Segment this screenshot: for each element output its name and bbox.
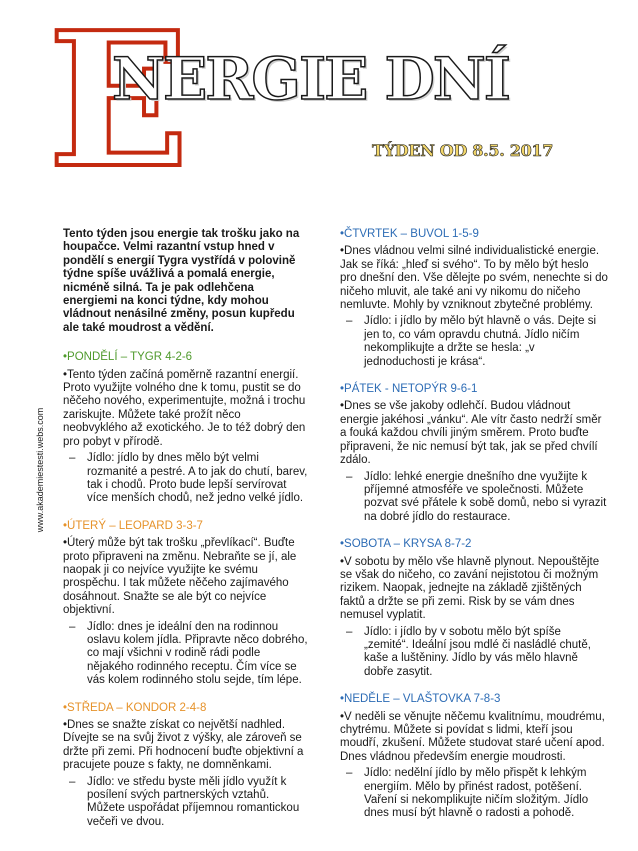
day-text: •V sobotu by mělo vše hlavně plynout. Nepouštějte se však do ničeho, co zavání nejistotou či možným rizikem. Naopak, jednejte na základě zjištěných faktů a držte se při zemi. Risk by se vám dnes nemusel vyplatit. — [340, 555, 600, 622]
day-section-thursday — [340, 228, 608, 369]
day-text: •V neděli se věnujte něčemu kvalitnímu, moudrému, chytrému. Můžete si povídat s lidmi, kteří jsou moudří, zkušení. Můžete studovat staré učení apod. Dnes vládnou především energie moudrosti. — [340, 710, 605, 763]
dash-bullet: – — [346, 470, 353, 483]
food-tip-text: Jídlo: jídlo by dnes mělo být velmi rozmanité a pestré. A to jak do chutí, barev, tak i chodů. Proto bude lepší servírovat více menších chodů, než jedno velké jídlo. — [87, 452, 308, 505]
food-tip — [346, 315, 608, 369]
page-subtitle: TÝDEN OD 8.5. 2017 — [372, 141, 554, 160]
website-watermark: www.akademiestesti.webs.com — [35, 407, 45, 533]
food-tip-text: Jídlo: i jídlo by mělo být hlavně o vás. Dejte si jen to, co vám opravdu chutná. Jídlo ničím nekomplikujte a držte se hesla: „v jednoduchosti je krása“. — [364, 315, 597, 368]
food-tip — [69, 775, 308, 830]
day-section-wednesday — [63, 702, 308, 830]
day-section-sunday — [340, 693, 608, 821]
day-text: •Tento týden začíná poměrně razantní energií. Proto využijte volného dne k tomu, pustit se do něčeho nového, experimentujte, možná i trochu zariskujte. Můžete také prožít něco neobvyklého až exotického. Je to též dobrý den pro pobyt v přírodě. — [63, 368, 306, 448]
food-tip — [346, 767, 608, 821]
day-text: •Dnes se vše jakoby odlehčí. Budou vládnout energie jakéhosi „vánku“. Ale vítr často nedrží směr a fouká každou chvíli jiným směrem. Proto buďte připraveni, že nic nemusí být tak, jak se před chvílí zdálo. — [340, 400, 602, 467]
dash-bullet: – — [69, 775, 76, 788]
food-tip-text: Jídlo: nedělní jídlo by mělo přispět k lehkým energiím. Mělo by přinést radost, potěšení. Vaření si nekomplikujte ničím složitým. Jídlo dnes musí být hlavně o radosti a pohodě. — [364, 767, 589, 820]
title-initial-letter: E — [48, 0, 190, 209]
day-title: •SOBOTA – KRYSA 8-7-2 — [340, 538, 472, 551]
day-section-saturday — [340, 538, 608, 679]
food-tip — [69, 620, 308, 688]
food-tip — [346, 470, 608, 525]
day-section-tuesday — [63, 520, 308, 688]
dash-bullet: – — [346, 625, 353, 638]
day-title: •ÚTERÝ – LEOPARD 3-3-7 — [63, 519, 203, 532]
page-title: NERGIE DNÍ — [112, 45, 509, 113]
food-tip-text: Jídlo: lehké energie dnešního dne využijte k příjemné atmosféře ve společnosti. Můžete pozvat své přátele k sobě domů, nebo si vyrazit na dobré jídlo do restaurace. — [364, 470, 607, 523]
day-text: •Úterý může být tak trošku „převlíkací“. Buďte proto připraveni na změnu. Nebraňte se jí, ale naopak ji co nejvíce využijte ke svému prospěchu. I tak můžete něčeho zajímavého dosáhnout. Snažte se ale být co nejvíce objektivní. — [63, 537, 297, 617]
dash-bullet: – — [346, 767, 353, 780]
food-tip — [69, 452, 308, 506]
intro-paragraph: Tento týden jsou energie tak trošku jako na houpačce. Velmi razantní vstup hned v pondělí s energií Tygra vystřídá v polovině týdne spíše uvážlivá a pomalá energie, nicméně silná. Ta je pak odlehčena energiemi na konci týdne, kdy mohou vládnout nenásilné změny, posun kupředu ale také moudrost a vědění. — [63, 228, 300, 334]
day-text: •Dnes vládnou velmi silné individualistické energie. Jak se říká: „hleď si svého“. To by mělo být heslo pro dnešní den. Vše dělejte po svém, nenechte si do ničeho mluvit, ale také ani vy nikomu do ničeho nemluvte. Mohly by vzniknout zbytečné problémy. — [340, 245, 608, 312]
day-title: •NEDĚLE – VLAŠTOVKA 7-8-3 — [340, 693, 501, 706]
day-title: •PÁTEK - NETOPÝR 9-6-1 — [340, 383, 478, 396]
day-section-friday — [340, 383, 608, 524]
day-title: •STŘEDA – KONDOR 2-4-8 — [63, 701, 207, 714]
day-text: •Dnes se snažte získat co největší nadhled. Dívejte se na svůj život z výšky, ale zároveň se držte při zemi. Při hodnocení buďte objektivní a pracujete pouze s fakty, ne domněnkami. — [63, 719, 304, 772]
food-tip-text: Jídlo: i jídlo by v sobotu mělo být spíše „zemité“. Ideální jsou mdlé či nasládlé chutě, kaše a luštěniny. Jídlo by vás mělo hlavně dobře zasytit. — [364, 625, 591, 678]
day-title: •PONDĚLÍ – TYGR 4-2-6 — [63, 351, 193, 364]
day-title: •ČTVRTEK – BUVOL 1-5-9 — [340, 228, 479, 240]
left-column — [63, 228, 308, 843]
dash-bullet: – — [346, 315, 353, 328]
dash-bullet: – — [69, 620, 76, 633]
food-tip — [346, 625, 608, 680]
food-tip-text: Jídlo: ve středu byste měli jídlo využít k posílení svých partnerských vztahů. Můžete uspořádat příjemnou romantickou večeři ve dvou. — [87, 775, 300, 828]
food-tip-text: Jídlo: dnes je ideální den na rodinnou oslavu kolem jídla. Připravte něco dobrého, co mají všichni v rodině rádi podle nějakého rodinného receptu. Čím více se vás kolem rodinného stolu sejde, tím lépe. — [87, 620, 308, 687]
right-column — [340, 228, 608, 835]
dash-bullet: – — [69, 452, 76, 465]
day-section-monday — [63, 351, 308, 505]
